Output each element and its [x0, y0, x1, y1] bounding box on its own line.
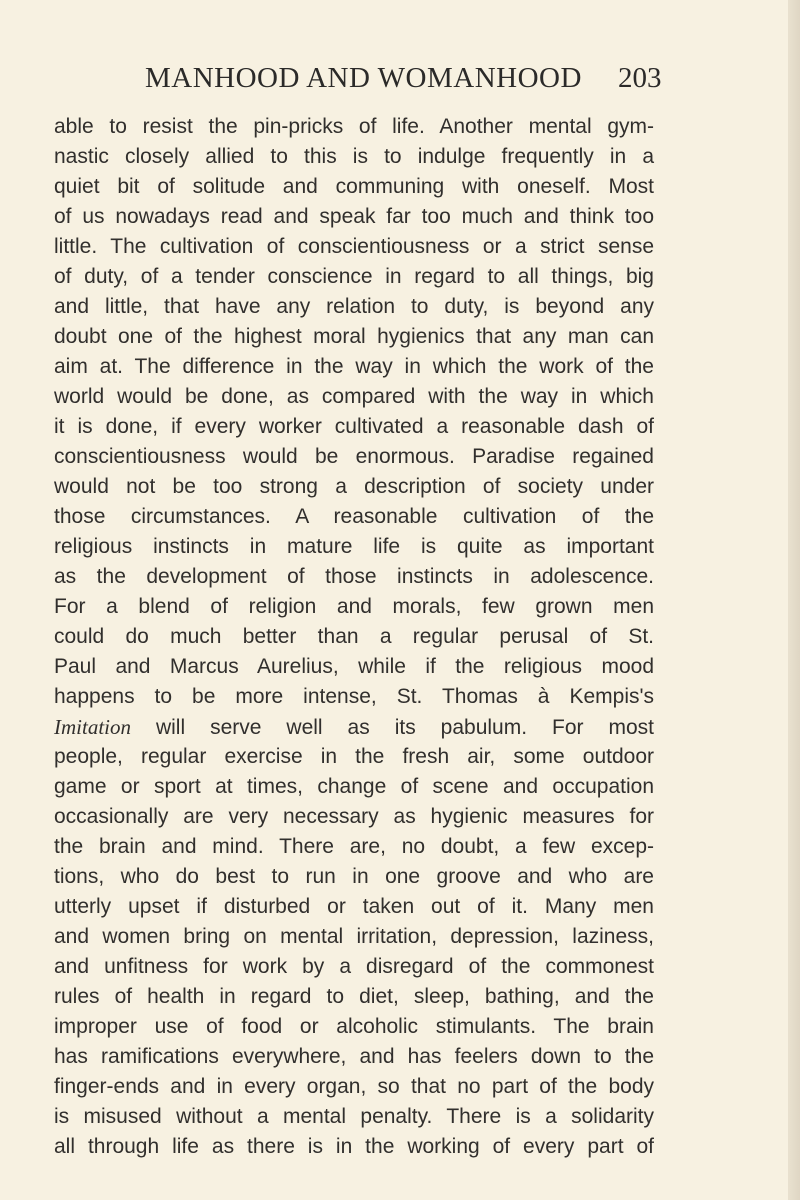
text-line: little. The cultivation of conscientiousness or a strict sense: [54, 235, 654, 258]
text-line: conscientiousness would be enormous. Paradise regained: [54, 445, 654, 468]
text-line: those circumstances. A reasonable cultivation of the: [54, 505, 654, 528]
text-line: as the development of those instincts in adolescence.: [54, 565, 654, 588]
running-title: MANHOOD AND WOMANHOOD: [145, 62, 582, 94]
text-line: religious instincts in mature life is quite as important: [54, 535, 654, 558]
text-line: able to resist the pin-pricks of life. Another mental gym-: [54, 115, 654, 138]
text-line: finger-ends and in every organ, so that no part of the body: [54, 1075, 654, 1098]
page-edge-shadow: [788, 0, 800, 1200]
text-line: Paul and Marcus Aurelius, while if the religious mood: [54, 655, 654, 678]
italic-book-title: Imitation: [54, 715, 131, 739]
text-line: would not be too strong a description of society under: [54, 475, 654, 498]
text-line: could do much better than a regular perusal of St.: [54, 625, 654, 648]
text-line: aim at. The difference in the way in which the work of the: [54, 355, 654, 378]
text-line: improper use of food or alcoholic stimulants. The brain: [54, 1015, 654, 1038]
text-line: utterly upset if disturbed or taken out of it. Many men: [54, 895, 654, 918]
running-head: [0, 60, 800, 100]
text-line: people, regular exercise in the fresh air, some outdoor: [54, 745, 654, 768]
text-line: and unfitness for work by a disregard of the commonest: [54, 955, 654, 978]
text-line: For a blend of religion and morals, few grown men: [54, 595, 654, 618]
text-line: occasionally are very necessary as hygienic measures for: [54, 805, 654, 828]
text-line: tions, who do best to run in one groove and who are: [54, 865, 654, 888]
text-line: it is done, if every worker cultivated a reasonable dash of: [54, 415, 654, 438]
text-line: of duty, of a tender conscience in regard to all things, big: [54, 265, 654, 288]
text-line: has ramifications everywhere, and has feelers down to the: [54, 1045, 654, 1068]
text-line: is misused without a mental penalty. There is a solidarity: [54, 1105, 654, 1128]
text-line: happens to be more intense, St. Thomas à Kempis's: [54, 685, 654, 708]
text-line: rules of health in regard to diet, sleep, bathing, and the: [54, 985, 654, 1008]
text-line: game or sport at times, change of scene and occupation: [54, 775, 654, 798]
text-line-remainder: will serve well as its pabulum. For most: [155, 716, 654, 739]
text-line: all through life as there is in the working of every part of: [54, 1135, 654, 1158]
text-line-with-italic-title: [54, 712, 654, 743]
text-line: world would be done, as compared with the way in which: [54, 385, 654, 408]
text-line: and women bring on mental irritation, depression, laziness,: [54, 925, 654, 948]
text-line: and little, that have any relation to duty, is beyond any: [54, 295, 654, 318]
text-line: quiet bit of solitude and communing with oneself. Most: [54, 175, 654, 198]
page-number: 203: [618, 62, 662, 94]
text-line: the brain and mind. There are, no doubt, a few excep-: [54, 835, 654, 858]
text-line: nastic closely allied to this is to indulge frequently in a: [54, 145, 654, 168]
text-line: doubt one of the highest moral hygienics that any man can: [54, 325, 654, 348]
text-line: of us nowadays read and speak far too much and think too: [54, 205, 654, 228]
